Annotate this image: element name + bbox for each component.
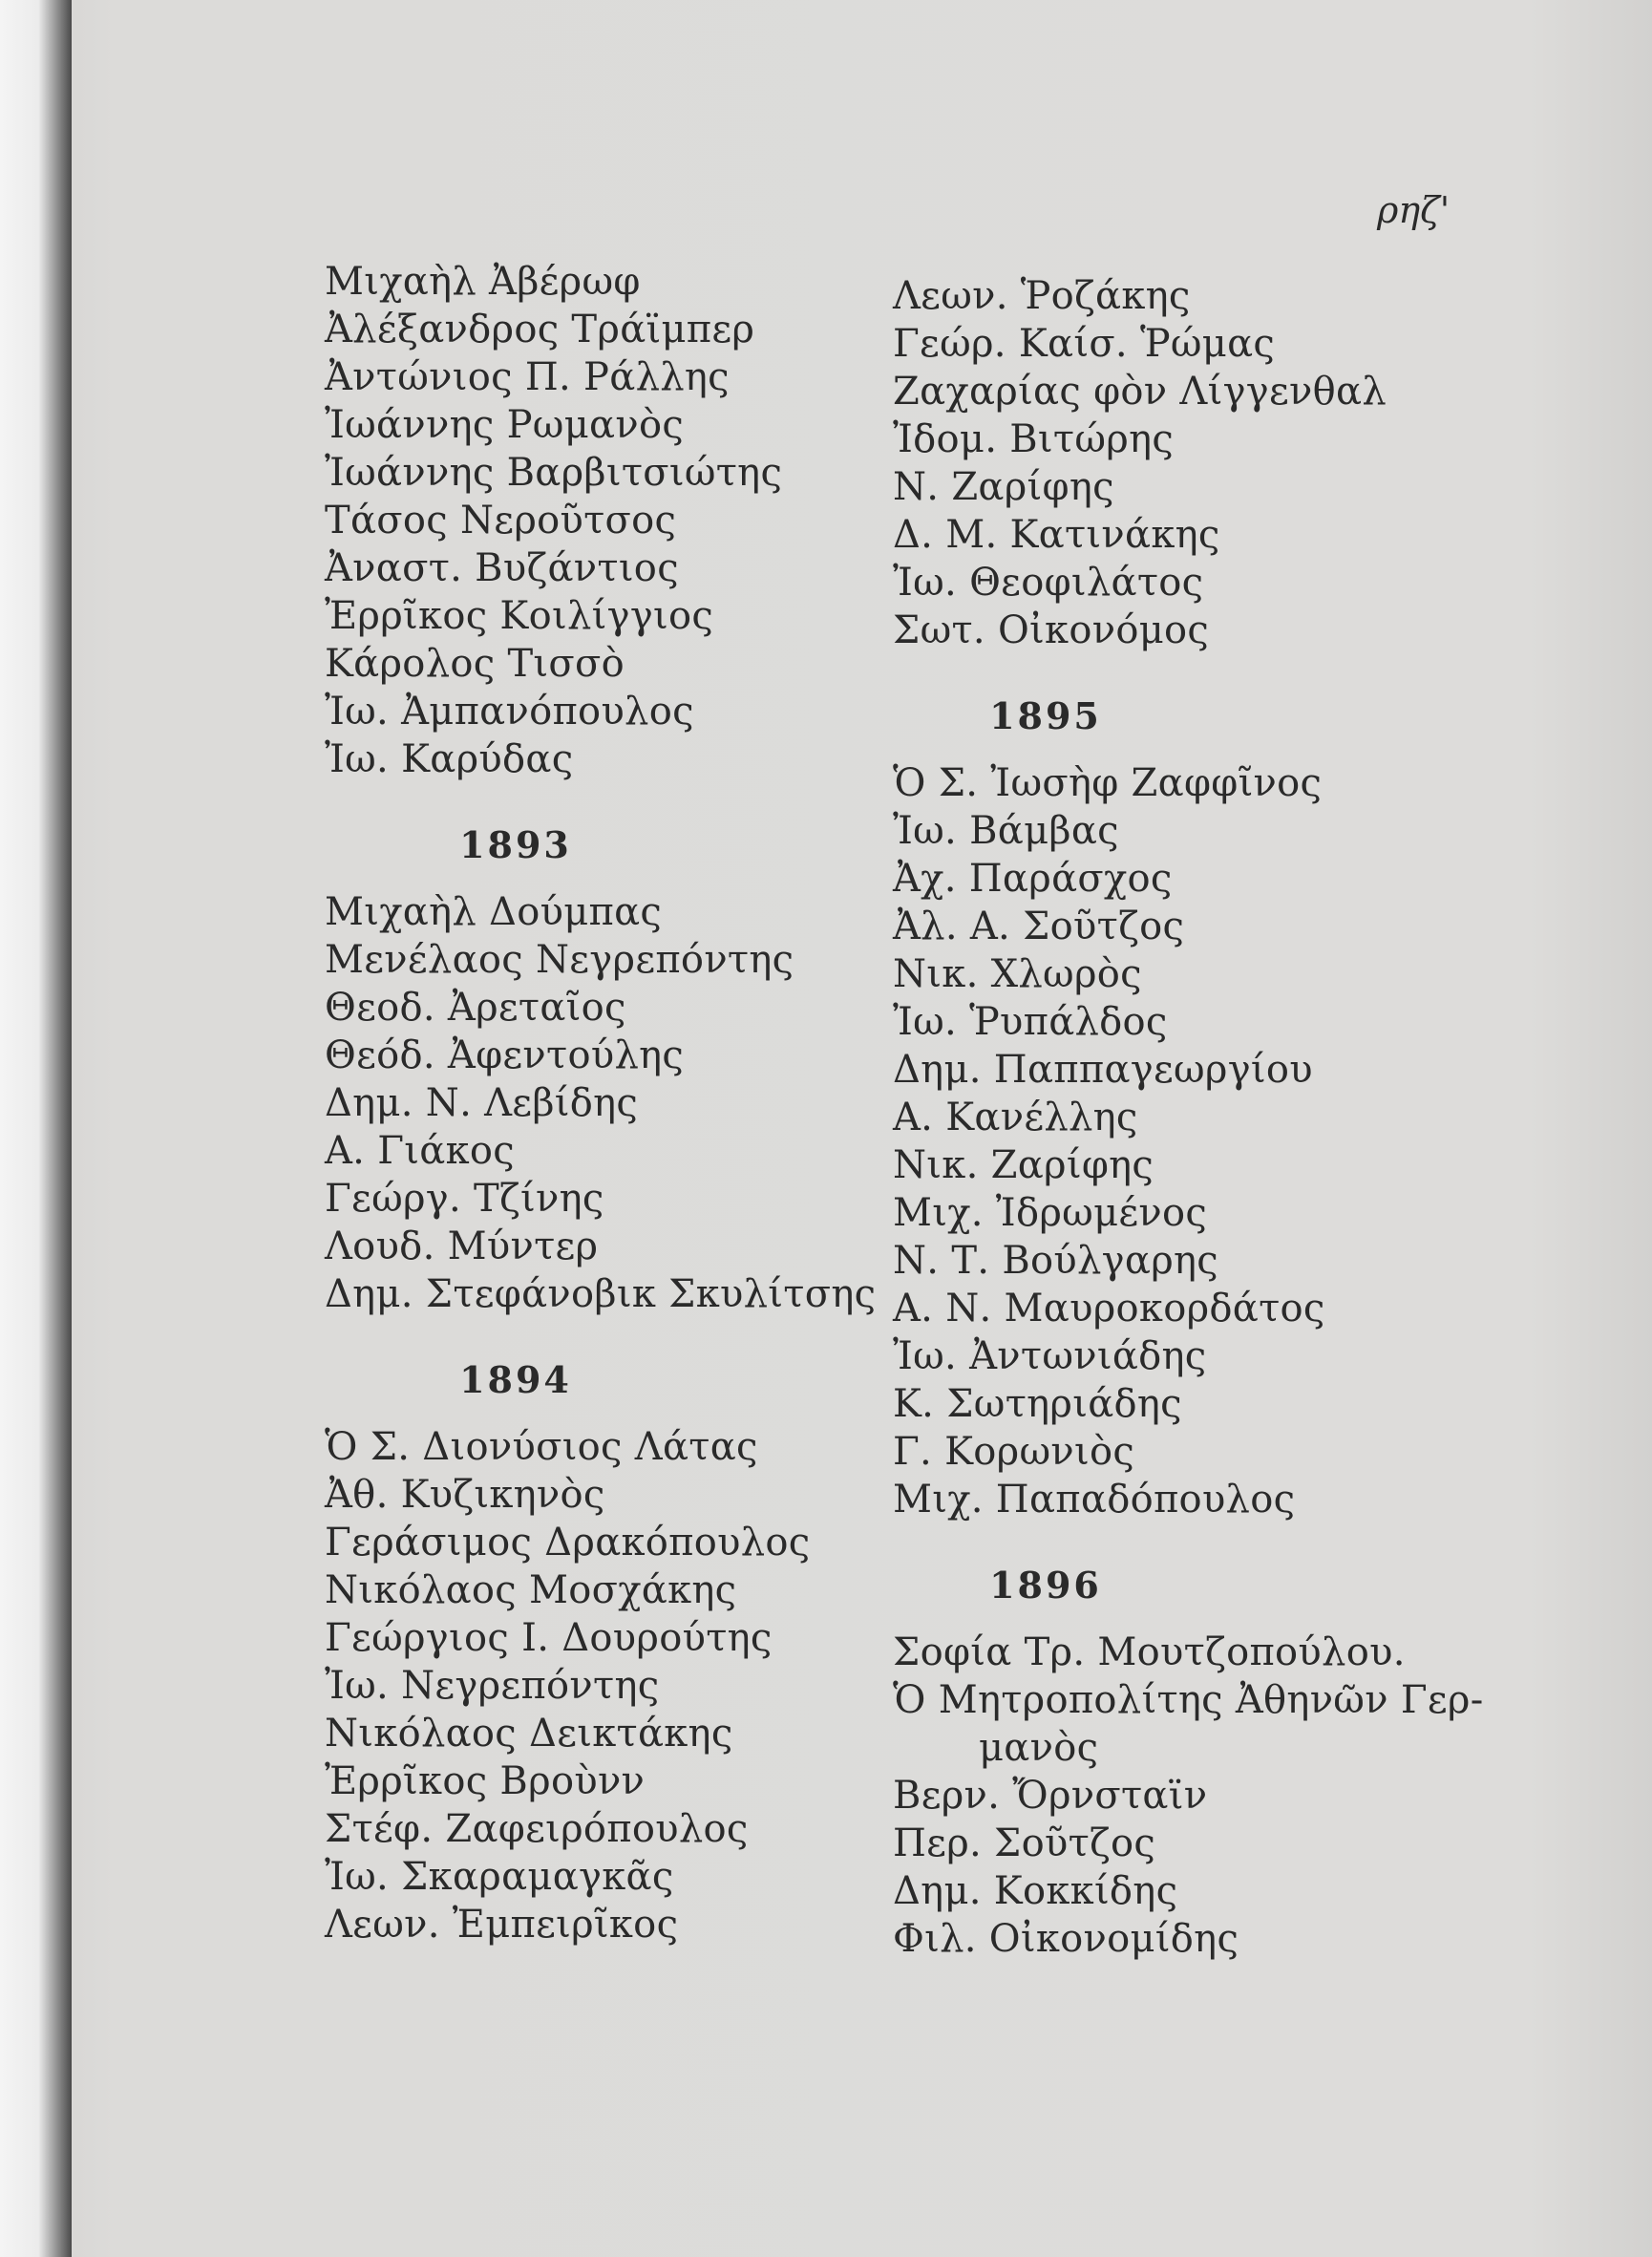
name-entry: Ἰω. Σκαραμαγκᾶς: [325, 1855, 674, 1899]
name-entry: Κάρολος Τισσὸ: [325, 642, 625, 686]
name-entry: Κ. Σωτηριάδης: [893, 1382, 1182, 1426]
name-entry: Ἐρρῖκος Βροὺνν: [325, 1759, 646, 1803]
name-entry: Θεοδ. Ἀρεταῖος: [325, 986, 626, 1030]
name-entry: Ἰωάννης Ρωμανὸς: [325, 403, 685, 447]
name-entry: Γεώργιος Ι. Δουρούτης: [325, 1616, 773, 1660]
name-entry: Ὁ Σ. Ἰωσὴφ Ζαφφῖνος: [893, 761, 1323, 805]
name-entry: Ν. Τ. Βούλγαρης: [893, 1239, 1218, 1283]
name-entry: Ν. Ζαρίφης: [893, 465, 1114, 509]
name-entry: Ἰω. Νεγρεπόντης: [325, 1664, 660, 1708]
name-entry-continuation: μανὸς: [979, 1726, 1099, 1770]
right-top-names: [893, 272, 1485, 654]
year-heading-1894: 1894: [459, 1358, 572, 1401]
name-entry: Γεώρ. Καίσ. Ῥώμας: [893, 322, 1276, 366]
year-heading-1895: 1895: [989, 694, 1102, 737]
name-entry: Ἰωάννης Βαρβιτσιώτης: [325, 451, 783, 495]
names-1895: [893, 759, 1485, 1523]
name-entry: Μιχαὴλ Δούμπας: [325, 890, 663, 934]
year-heading-1893: 1893: [459, 823, 572, 866]
name-entry: Δημ. Στεφάνοβικ Σκυλίτσης: [325, 1272, 877, 1316]
name-entry: Λουδ. Μύντερ: [325, 1224, 599, 1268]
name-entry: Νικόλαος Μοσχάκης: [325, 1568, 737, 1612]
name-entry: Ἀντώνιος Π. Ράλλης: [325, 355, 730, 399]
book-gutter: [0, 0, 72, 2257]
name-entry: Ἐρρῖκος Κοιλίγγιος: [325, 594, 714, 638]
name-entry: Ἰω. Ἀμπανόπουλος: [325, 690, 694, 734]
name-entry: Δημ. Ν. Λεβίδης: [325, 1081, 639, 1125]
name-entry: Ἀλέξανδρος Τράϊμπερ: [325, 308, 755, 351]
name-entry: Στέφ. Ζαφειρόπουλος: [325, 1807, 749, 1851]
name-entry: Γεώργ. Τζίνης: [325, 1177, 604, 1221]
name-entry: Ἰω. Καρύδας: [325, 737, 574, 781]
name-entry: Ἰω. Βάμβας: [893, 809, 1119, 853]
name-entry: Λεων. Ἐμπειρῖκος: [325, 1903, 679, 1947]
name-entry: Μιχαὴλ Ἀβέρωφ: [325, 260, 641, 304]
name-entry: Δημ. Παππαγεωργίου: [893, 1048, 1313, 1092]
left-column: [325, 258, 877, 1948]
name-entry: Ἰω. Ῥυπάλδος: [893, 1000, 1168, 1044]
name-entry: Νικ. Χλωρὸς: [893, 952, 1142, 996]
name-entry: Δ. Μ. Κατινάκης: [893, 513, 1220, 557]
names-1893: [325, 888, 877, 1318]
name-entry: Λεων. Ῥοζάκης: [893, 274, 1191, 318]
name-entry: Ἀναστ. Βυζάντιος: [325, 546, 679, 590]
name-entry: Γ. Κορωνιὸς: [893, 1430, 1135, 1474]
name-entry: Ἀλ. Α. Σοῦτζος: [893, 905, 1185, 948]
name-entry: Ἰδομ. Βιτώρης: [893, 417, 1175, 461]
name-entry: Μενέλαος Νεγρεπόντης: [325, 938, 794, 982]
name-entry: Ἰω. Θεοφιλάτος: [893, 561, 1204, 605]
name-entry: Μιχ. Ἰδρωμένος: [893, 1191, 1208, 1235]
name-entry: Δημ. Κοκκίδης: [893, 1869, 1178, 1913]
name-entry: Ὁ Μητροπολίτης Ἀθηνῶν Γερ-: [893, 1678, 1484, 1722]
name-entry: Περ. Σοῦτζος: [893, 1821, 1156, 1865]
names-1896: [893, 1629, 1485, 1963]
right-column: [893, 272, 1485, 1963]
name-entry: Νικ. Ζαρίφης: [893, 1143, 1154, 1187]
year-heading-1896: 1896: [989, 1564, 1102, 1607]
name-entry: Ἰω. Ἀντωνιάδης: [893, 1334, 1207, 1378]
name-entry: Μιχ. Παπαδόπουλος: [893, 1478, 1296, 1522]
name-entry: Ἀθ. Κυζικηνὸς: [325, 1473, 605, 1517]
name-entry: Σωτ. Οἰκονόμος: [893, 608, 1210, 652]
name-entry: Ζαχαρίας φὸν Λίγγενθαλ: [893, 370, 1387, 414]
name-entry: Α. Κανέλλης: [893, 1096, 1138, 1139]
name-entry: Θεόδ. Ἀφεντούλης: [325, 1033, 685, 1077]
name-entry: Γεράσιμος Δρακόπουλος: [325, 1521, 811, 1565]
name-entry: Α. Ν. Μαυροκορδάτος: [893, 1287, 1325, 1331]
names-1894: [325, 1423, 859, 1948]
left-top-names: [325, 258, 859, 783]
name-entry: Νικόλαος Δεικτάκης: [325, 1712, 733, 1756]
name-entry: Σοφία Τρ. Μουτζοπούλου.: [893, 1630, 1406, 1674]
name-entry: Βερν. Ὄρνσταϊν: [893, 1774, 1208, 1818]
name-entry: Τάσος Νεροῦτσος: [325, 499, 677, 543]
name-entry: Ὁ Σ. Διονύσιος Λάτας: [325, 1425, 758, 1469]
name-entry: Α. Γιάκος: [325, 1129, 515, 1173]
name-entry: Ἀχ. Παράσχος: [893, 857, 1173, 901]
page-number: ρηζ': [1377, 189, 1451, 231]
name-entry: Φιλ. Οἰκονομίδης: [893, 1917, 1239, 1961]
